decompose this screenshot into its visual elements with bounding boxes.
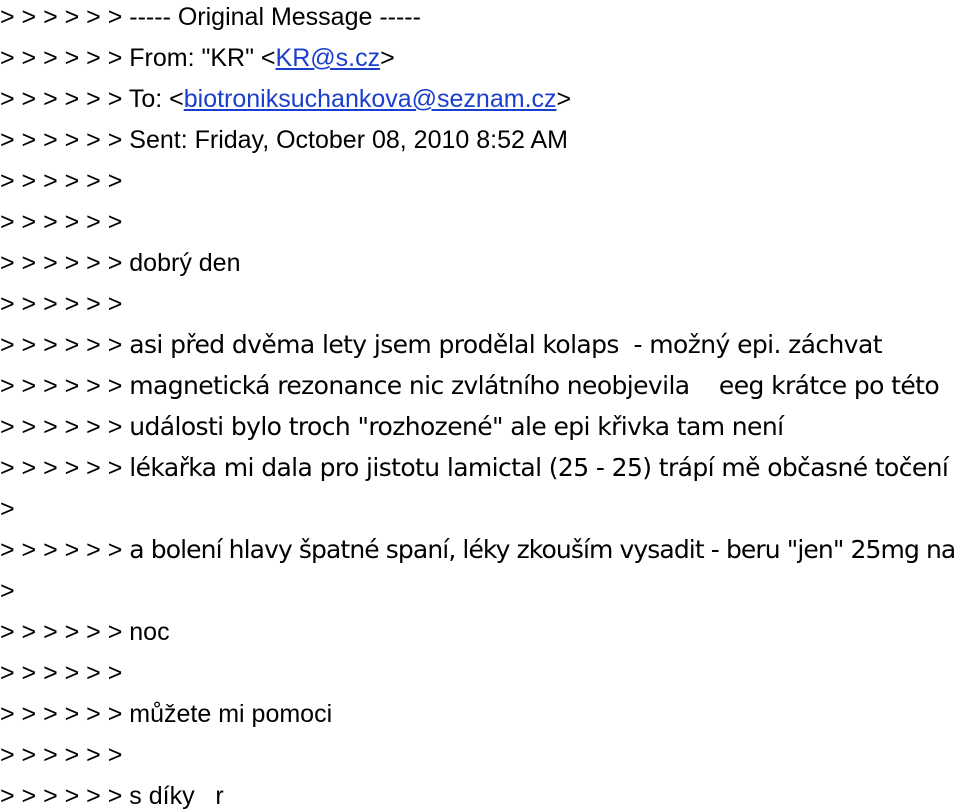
quote-prefix: > > > > > > [0,167,123,195]
body-text: magnetická rezonance nic zvlátního neobjevila eeg krátce po této [129,371,940,400]
quote-prefix: > > > > > > [0,700,123,728]
quoted-line-body [0,412,783,442]
quote-prefix: > > > > > > [0,413,123,441]
quoted-line-body [0,617,170,647]
wrap-marker: > [0,495,15,523]
quoted-line-greeting [0,248,240,278]
to-email-link[interactable]: biotroniksuchankova@seznam.cz [183,85,557,113]
body-text: lékařka mi dala pro jistotu lamictal (25 - 25) trápí mě občasné točení [129,453,949,482]
quoted-line-empty [0,207,122,237]
quoted-line-body [0,371,939,401]
quote-prefix: > > > > > > [0,454,123,482]
quote-prefix: > > > > > > [0,290,123,318]
quoted-line-to [0,84,571,114]
question-text: můžete mi pomoci [129,700,333,728]
quote-prefix: > > > > > > [0,44,123,72]
quoted-line-original-message [0,2,421,32]
from-label: From: "KR" < [129,44,276,72]
quote-prefix: > > > > > > [0,372,123,400]
quoted-line-body [0,330,882,360]
to-label: To: < [128,85,184,113]
greeting-text: dobrý den [129,249,241,277]
original-message-header: ----- Original Message ----- [129,3,421,31]
quote-prefix: > > > > > > [0,3,123,31]
quoted-line-empty [0,166,122,196]
quoted-line-empty [0,289,122,319]
quoted-line-empty [0,740,122,770]
from-end: > [380,44,395,72]
quoted-line-from [0,43,395,73]
quoted-line-wrap [0,576,15,606]
quote-prefix: > > > > > > [0,208,123,236]
quoted-line-body [0,535,955,565]
body-text: noc [129,618,170,646]
quote-prefix: > > > > > > [0,331,123,359]
quote-prefix: > > > > > > [0,659,123,687]
quoted-line-question [0,699,332,729]
quoted-line-sent [0,125,568,155]
body-text: asi před dvěma lety jsem prodělal kolaps - možný epi. záchvat [129,330,882,359]
quoted-line-closing [0,781,224,811]
wrap-marker: > [0,577,15,605]
closing-text: s díky r [129,782,224,810]
quote-prefix: > > > > > > [0,618,123,646]
body-text: události bylo troch "rozhozené" ale epi křivka tam není [129,412,784,441]
to-end: > [556,85,572,113]
quote-prefix: > > > > > > [0,536,123,564]
quoted-line-wrap [0,494,15,524]
quote-prefix: > > > > > > [0,126,123,154]
quote-prefix: > > > > > > [0,85,123,113]
sent-date: Sent: Friday, October 08, 2010 8:52 AM [129,126,568,154]
quote-prefix: > > > > > > [0,782,123,810]
quote-prefix: > > > > > > [0,249,123,277]
from-email-link[interactable]: KR@s.cz [275,44,381,72]
quote-prefix: > > > > > > [0,741,123,769]
body-text: a bolení hlavy špatné spaní, léky zkouším vysadit - beru "jen" 25mg na [129,535,956,564]
quoted-line-empty [0,658,122,688]
quoted-line-body [0,453,948,483]
